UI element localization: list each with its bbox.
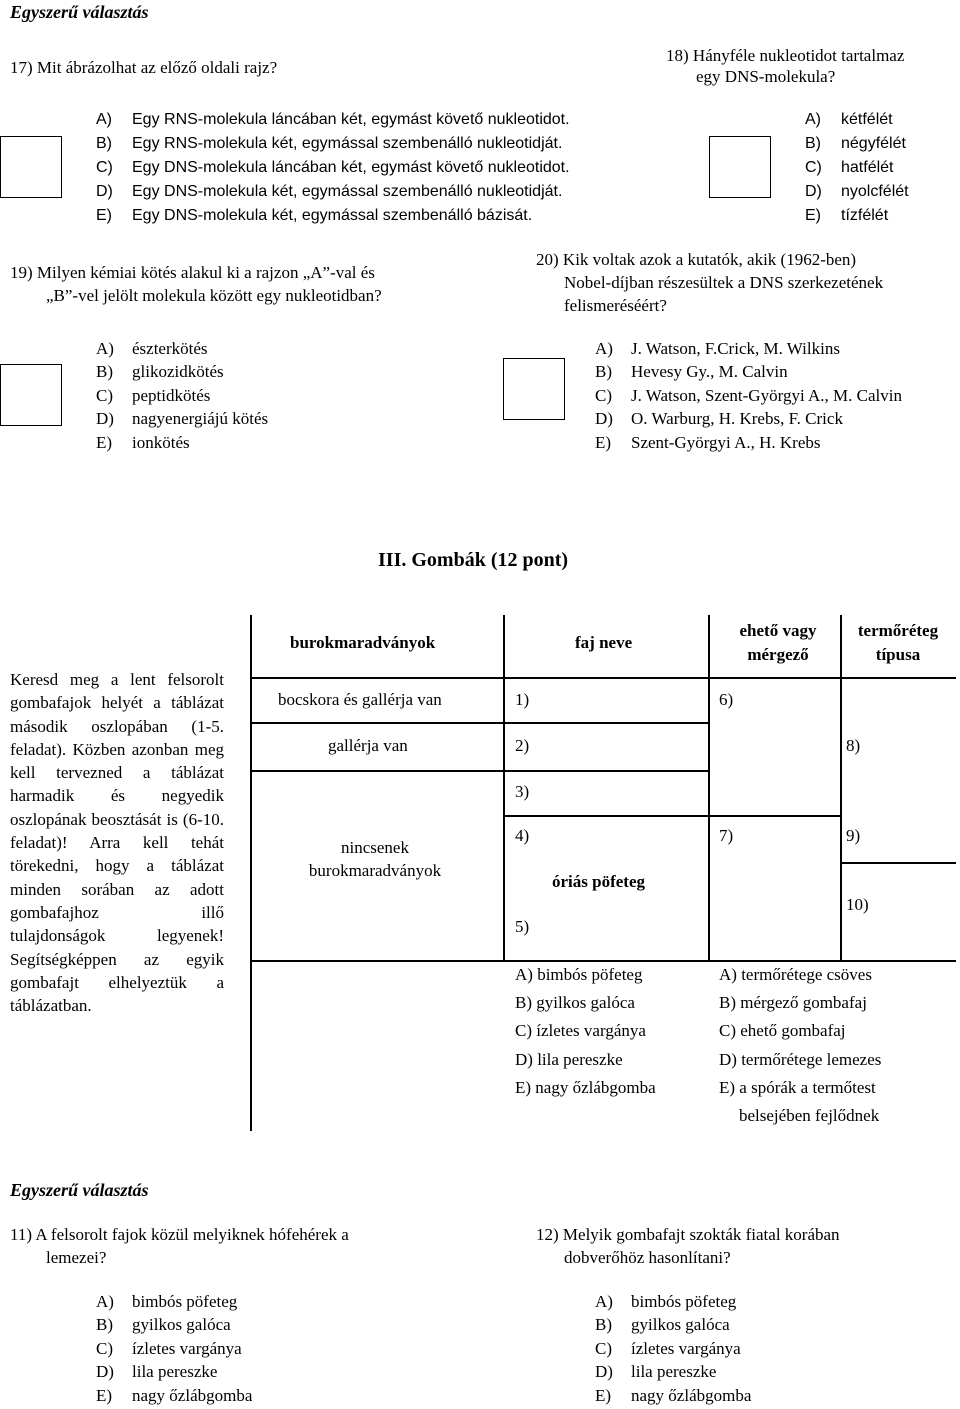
table-vline-4	[840, 615, 842, 960]
table-row-line-3	[503, 770, 708, 772]
species-option-d: D) lila pereszke	[515, 1050, 623, 1069]
option-12-c: C) ízletes vargánya	[595, 1339, 741, 1358]
header-eheto-line2: mérgező	[747, 645, 809, 664]
blank-8: 8)	[846, 736, 861, 755]
option-11-b: B) gyilkos galóca	[96, 1315, 231, 1334]
option-12-a: A) bimbós pöfeteg	[595, 1292, 737, 1311]
question-20-line1: 20) Kik voltak azok a kutatók, akik (1962-ben)	[536, 250, 857, 269]
option-18-c: C) hatfélét	[805, 159, 894, 176]
option-12-e: E) nagy őzlábgomba	[595, 1386, 752, 1405]
property-option-e: E) a spórák a termőtest	[719, 1078, 876, 1097]
question-17: 17) Mit ábrázolhat az előző oldali rajz?	[10, 58, 278, 77]
row-label-bocskora: bocskora és gallérja van	[278, 690, 442, 709]
option-18-e: E) tízfélét	[805, 207, 889, 224]
answer-box-20[interactable]	[503, 358, 565, 420]
option-17-e: E) Egy DNS-molekula két, egymással szembenálló bázisát.	[96, 207, 533, 224]
question-12-line1: 12) Melyik gombafajt szokták fiatal korában	[536, 1225, 840, 1244]
blank-9: 9)	[846, 826, 861, 845]
blank-3: 3)	[515, 782, 530, 801]
option-12-b: B) gyilkos galóca	[595, 1315, 730, 1334]
option-18-b: B) négyfélét	[805, 135, 906, 152]
row-label-nincsenek-1: nincsenek	[341, 838, 409, 857]
answer-box-17[interactable]	[0, 136, 62, 198]
header-termoreteg-line1: termőréteg	[857, 621, 939, 640]
option-17-a: A) Egy RNS-molekula láncában két, egymást követő nukleotidot.	[96, 111, 570, 128]
given-species: óriás pöfeteg	[552, 872, 646, 891]
species-option-a: A) bimbós pöfeteg	[515, 965, 643, 984]
property-option-b: B) mérgező gombafaj	[719, 993, 867, 1012]
option-18-d: D) nyolcfélét	[805, 183, 909, 200]
row-label-nincsenek-2: burokmaradványok	[308, 861, 442, 880]
row-label-gallerja: gallérja van	[328, 736, 408, 755]
blank-5: 5)	[515, 917, 530, 936]
option-19-c: C) peptidkötés	[96, 386, 211, 405]
option-18-a: A) kétfélét	[805, 111, 893, 128]
table-row-line-4	[503, 815, 840, 817]
option-17-d: D) Egy DNS-molekula két, egymással szembenálló nukleotidját.	[96, 183, 563, 200]
blank-10: 10)	[846, 895, 869, 914]
table-bottom-line	[250, 960, 956, 962]
option-12-d: D) lila pereszke	[595, 1362, 717, 1381]
option-19-b: B) glikozidkötés	[96, 362, 224, 381]
option-20-a: A) J. Watson, F.Crick, M. Wilkins	[595, 339, 840, 358]
blank-1: 1)	[515, 690, 530, 709]
table-row-line-1	[250, 722, 708, 724]
option-17-c: C) Egy DNS-molekula láncában két, egymást követő nukleotidot.	[96, 159, 570, 176]
blank-6: 6)	[719, 690, 734, 709]
table-vline-3	[708, 615, 710, 960]
blank-2: 2)	[515, 736, 530, 755]
option-20-e: E) Szent-Györgyi A., H. Krebs	[595, 433, 821, 452]
header-burokmaradvanyok: burokmaradványok	[290, 633, 436, 652]
section-heading-bottom: Egyszerű választás	[10, 1180, 149, 1200]
question-20-line3: felismeréséért?	[564, 296, 667, 315]
option-19-d: D) nagyenergiájú kötés	[96, 409, 269, 428]
option-20-c: C) J. Watson, Szent-Györgyi A., M. Calvin	[595, 386, 902, 405]
blank-7: 7)	[719, 826, 734, 845]
table-vline-2	[503, 615, 505, 960]
section-3-title: III. Gombák (12 pont)	[378, 549, 569, 571]
section-heading: Egyszerű választás	[10, 2, 149, 22]
table-header-line	[250, 677, 956, 679]
question-18-line1: 18) Hányféle nukleotidot tartalmaz	[666, 46, 905, 65]
option-11-d: D) lila pereszke	[96, 1362, 218, 1381]
species-option-e: E) nagy őzlábgomba	[515, 1078, 656, 1097]
question-11-line1: 11) A felsorolt fajok közül melyiknek hófehérek a	[10, 1225, 349, 1244]
blank-4: 4)	[515, 826, 530, 845]
property-option-c: C) ehető gombafaj	[719, 1021, 846, 1040]
intro-text: Keresd meg a lent felsorolt gombafajok helyét a táblázat második oszlopában (1-5. feladat). Közben azonban meg kell tervezned a táblázat harmadik és negyedik oszlopának beosztását is (6-10. feladat)! Arra kell tehát törekedni, hogy a táblázat minden sorában az adott gombafajhoz illő tulajdonságok legyenek! Segítségképpen az egyik gombafajt elhelyeztük a táblázatban.	[10, 670, 224, 1016]
table-row-line-2	[250, 770, 508, 772]
question-20-line2: Nobel-díjban részesültek a DNS szerkezetének	[564, 273, 884, 292]
header-faj-neve: faj neve	[575, 633, 633, 652]
property-option-d: D) termőrétege lemezes	[719, 1050, 882, 1069]
answer-box-18[interactable]	[709, 136, 771, 198]
question-19-line1: 19) Milyen kémiai kötés alakul ki a rajzon „A”-val és	[10, 263, 375, 282]
option-19-a: A) észterkötés	[96, 339, 208, 358]
question-18-line2: egy DNS-molekula?	[696, 67, 836, 86]
property-option-e-cont: belsejében fejlődnek	[739, 1106, 880, 1125]
option-20-d: D) O. Warburg, H. Krebs, F. Crick	[595, 409, 843, 428]
question-19-line2: „B”-vel jelölt molekula között egy nukleotidban?	[46, 286, 382, 305]
option-11-a: A) bimbós pöfeteg	[96, 1292, 238, 1311]
header-eheto-line1: ehető vagy	[739, 621, 817, 640]
option-17-b: B) Egy RNS-molekula két, egymással szembenálló nukleotidját.	[96, 135, 563, 152]
table-row-line-5	[840, 862, 956, 864]
option-20-b: B) Hevesy Gy., M. Calvin	[595, 362, 788, 381]
option-19-e: E) ionkötés	[96, 433, 190, 452]
question-11-line2: lemezei?	[46, 1248, 107, 1267]
option-11-e: E) nagy őzlábgomba	[96, 1386, 253, 1405]
question-12-line2: dobverőhöz hasonlítani?	[564, 1248, 731, 1267]
header-termoreteg-line2: típusa	[875, 645, 921, 664]
species-option-c: C) ízletes vargánya	[515, 1021, 646, 1040]
property-option-a: A) termőrétege csöves	[719, 965, 872, 984]
species-option-b: B) gyilkos galóca	[515, 993, 635, 1012]
answer-box-19[interactable]	[0, 364, 62, 426]
option-11-c: C) ízletes vargánya	[96, 1339, 242, 1358]
